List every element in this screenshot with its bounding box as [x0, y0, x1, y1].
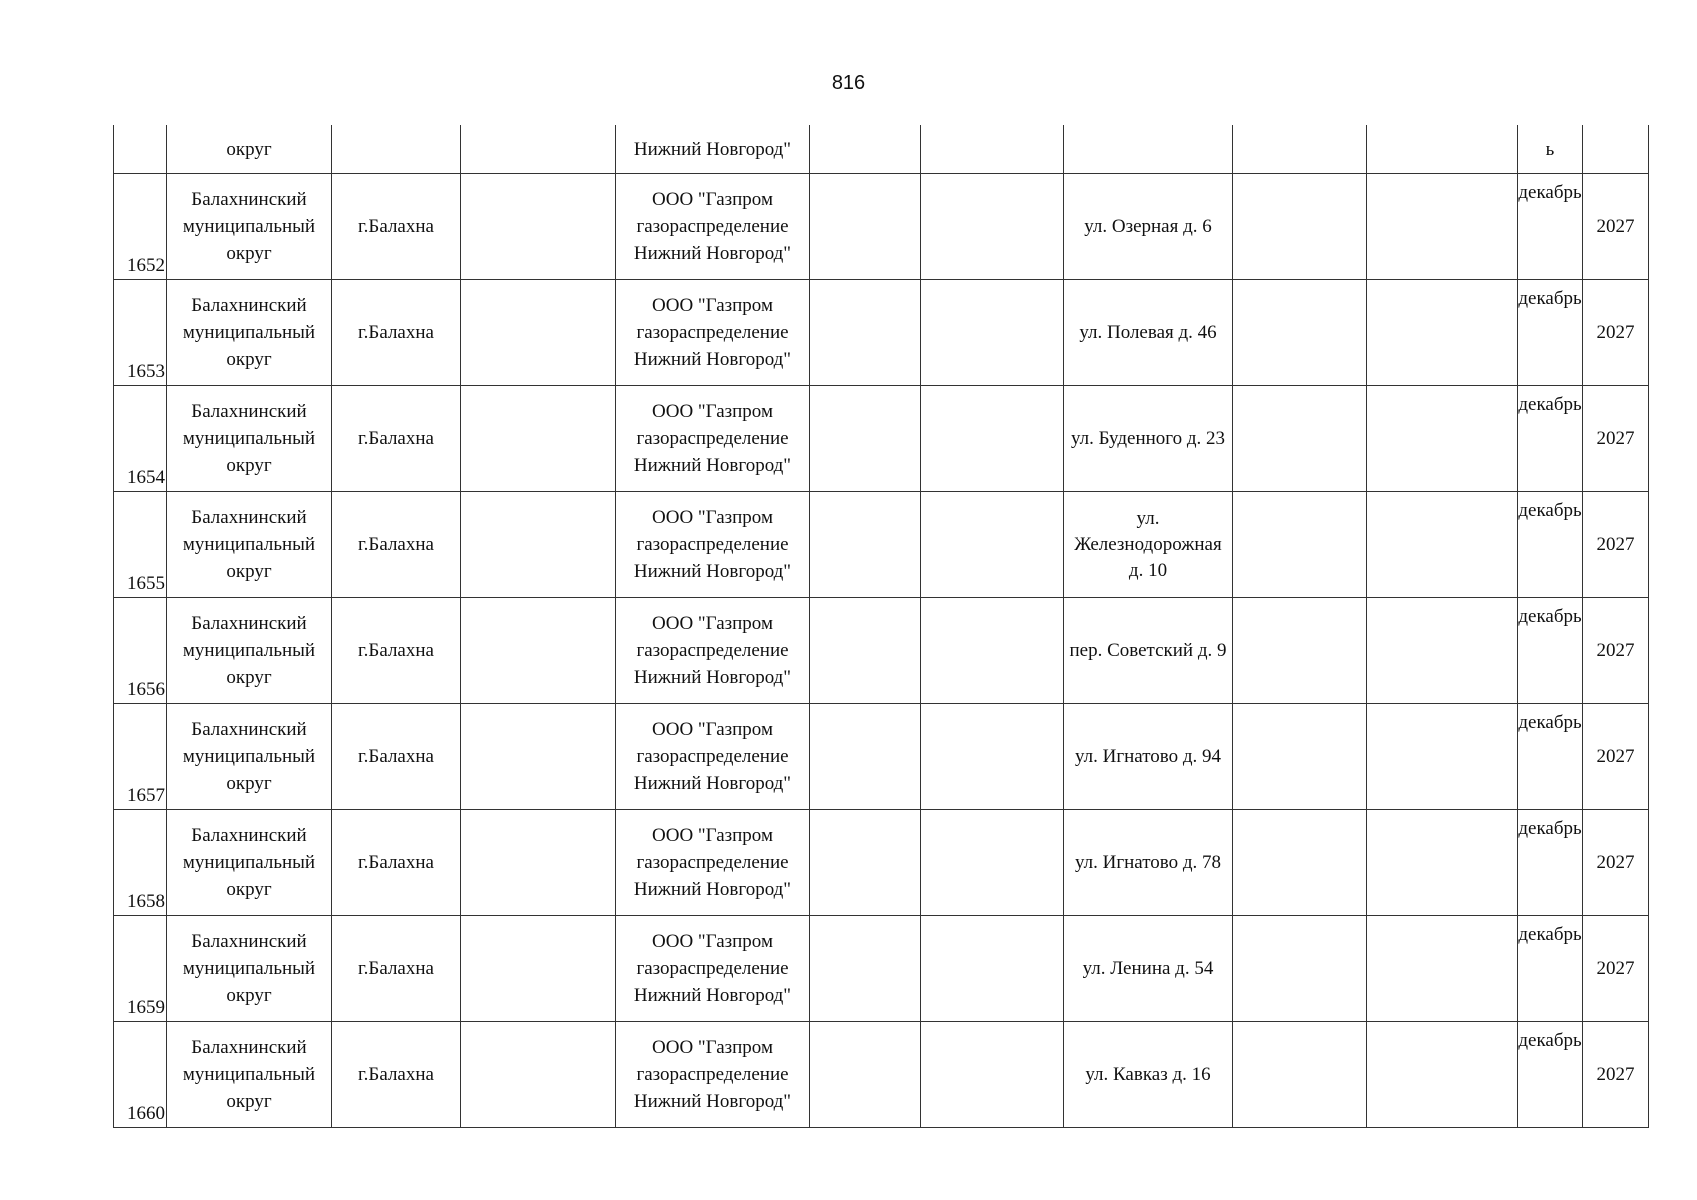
- cell-number: 1660: [114, 1022, 167, 1128]
- cell-empty: [1233, 125, 1367, 174]
- cell-organization: ООО "Газпром газораспределение Нижний Новгород": [616, 280, 810, 386]
- cell-year: 2027: [1583, 1022, 1649, 1128]
- cell-address: ул. Игнатово д. 94: [1064, 704, 1233, 810]
- cell-number: 1654: [114, 386, 167, 492]
- cell-empty: [1233, 810, 1367, 916]
- cell-district: округ: [167, 125, 332, 174]
- cell-empty: [461, 125, 616, 174]
- cell-empty: [461, 174, 616, 280]
- cell-address: [1064, 125, 1233, 174]
- cell-number: 1652: [114, 174, 167, 280]
- cell-empty: [810, 1022, 921, 1128]
- cell-empty: [461, 1022, 616, 1128]
- table-row: [114, 916, 1649, 1022]
- cell-empty: [810, 598, 921, 704]
- cell-empty: [1233, 386, 1367, 492]
- cell-empty: [921, 125, 1064, 174]
- cell-city: г.Балахна: [332, 810, 461, 916]
- cell-number: 1653: [114, 280, 167, 386]
- cell-city: г.Балахна: [332, 916, 461, 1022]
- cell-district: Балахнинский муниципальный округ: [167, 174, 332, 280]
- cell-month: декабрь: [1518, 598, 1583, 704]
- cell-empty: [810, 704, 921, 810]
- cell-district: Балахнинский муниципальный округ: [167, 704, 332, 810]
- cell-empty: [1367, 598, 1518, 704]
- cell-empty: [1367, 1022, 1518, 1128]
- cell-number: 1657: [114, 704, 167, 810]
- cell-month: декабрь: [1518, 916, 1583, 1022]
- cell-empty: [1367, 125, 1518, 174]
- cell-month: декабрь: [1518, 492, 1583, 598]
- cell-empty: [810, 174, 921, 280]
- cell-address: ул. Озерная д. 6: [1064, 174, 1233, 280]
- cell-year: 2027: [1583, 280, 1649, 386]
- cell-empty: [1233, 916, 1367, 1022]
- cell-empty: [1367, 704, 1518, 810]
- cell-empty: [921, 704, 1064, 810]
- cell-empty: [461, 916, 616, 1022]
- cell-empty: [461, 280, 616, 386]
- table-row: [114, 280, 1649, 386]
- cell-empty: [461, 598, 616, 704]
- cell-organization: Нижний Новгород": [616, 125, 810, 174]
- table-row: [114, 174, 1649, 280]
- cell-year: 2027: [1583, 174, 1649, 280]
- table-row: [114, 704, 1649, 810]
- cell-organization: ООО "Газпром газораспределение Нижний Новгород": [616, 174, 810, 280]
- cell-empty: [921, 174, 1064, 280]
- cell-number: 1658: [114, 810, 167, 916]
- cell-empty: [1233, 174, 1367, 280]
- cell-city: г.Балахна: [332, 1022, 461, 1128]
- cell-year: 2027: [1583, 704, 1649, 810]
- cell-address: ул. Игнатово д. 78: [1064, 810, 1233, 916]
- cell-month: декабрь: [1518, 810, 1583, 916]
- cell-organization: ООО "Газпром газораспределение Нижний Новгород": [616, 704, 810, 810]
- cell-year: 2027: [1583, 916, 1649, 1022]
- cell-empty: [1367, 810, 1518, 916]
- cell-city: г.Балахна: [332, 704, 461, 810]
- cell-address: ул. Ленина д. 54: [1064, 916, 1233, 1022]
- table-row: [114, 1022, 1649, 1128]
- table-row: [114, 598, 1649, 704]
- cell-empty: [921, 386, 1064, 492]
- cell-month: декабрь: [1518, 280, 1583, 386]
- cell-empty: [1233, 598, 1367, 704]
- cell-organization: ООО "Газпром газораспределение Нижний Новгород": [616, 492, 810, 598]
- cell-empty: [1233, 492, 1367, 598]
- cell-address: ул. Железнодорожная д. 10: [1064, 492, 1233, 598]
- cell-month: ь: [1518, 125, 1583, 174]
- cell-city: г.Балахна: [332, 280, 461, 386]
- cell-month: декабрь: [1518, 386, 1583, 492]
- cell-number: [114, 125, 167, 174]
- cell-empty: [1233, 1022, 1367, 1128]
- cell-city: г.Балахна: [332, 492, 461, 598]
- cell-address: ул. Кавказ д. 16: [1064, 1022, 1233, 1128]
- cell-district: Балахнинский муниципальный округ: [167, 916, 332, 1022]
- cell-month: декабрь: [1518, 1022, 1583, 1128]
- cell-empty: [810, 280, 921, 386]
- table-row: [114, 492, 1649, 598]
- cell-number: 1656: [114, 598, 167, 704]
- cell-empty: [921, 810, 1064, 916]
- cell-city: г.Балахна: [332, 598, 461, 704]
- table-row: [114, 386, 1649, 492]
- cell-year: 2027: [1583, 598, 1649, 704]
- cell-empty: [1367, 174, 1518, 280]
- cell-organization: ООО "Газпром газораспределение Нижний Новгород": [616, 810, 810, 916]
- cell-district: Балахнинский муниципальный округ: [167, 386, 332, 492]
- cell-empty: [921, 280, 1064, 386]
- cell-empty: [461, 810, 616, 916]
- page-number: 816: [831, 72, 866, 94]
- cell-address: ул. Полевая д. 46: [1064, 280, 1233, 386]
- cell-organization: ООО "Газпром газораспределение Нижний Новгород": [616, 386, 810, 492]
- cell-organization: ООО "Газпром газораспределение Нижний Новгород": [616, 916, 810, 1022]
- cell-district: Балахнинский муниципальный округ: [167, 1022, 332, 1128]
- cell-month: декабрь: [1518, 174, 1583, 280]
- cell-year: 2027: [1583, 386, 1649, 492]
- cell-empty: [461, 492, 616, 598]
- cell-district: Балахнинский муниципальный округ: [167, 598, 332, 704]
- cell-city: г.Балахна: [332, 174, 461, 280]
- cell-empty: [921, 598, 1064, 704]
- cell-month: декабрь: [1518, 704, 1583, 810]
- cell-organization: ООО "Газпром газораспределение Нижний Новгород": [616, 598, 810, 704]
- cell-address: пер. Советский д. 9: [1064, 598, 1233, 704]
- cell-empty: [921, 492, 1064, 598]
- cell-empty: [810, 386, 921, 492]
- cell-empty: [1233, 280, 1367, 386]
- cell-year: 2027: [1583, 492, 1649, 598]
- cell-empty: [461, 386, 616, 492]
- cell-district: Балахнинский муниципальный округ: [167, 810, 332, 916]
- cell-year: 2027: [1583, 810, 1649, 916]
- cell-empty: [810, 492, 921, 598]
- cell-district: Балахнинский муниципальный округ: [167, 492, 332, 598]
- table-row: [114, 810, 1649, 916]
- cell-empty: [461, 704, 616, 810]
- cell-district: Балахнинский муниципальный округ: [167, 280, 332, 386]
- cell-empty: [921, 916, 1064, 1022]
- cell-empty: [1233, 704, 1367, 810]
- cell-year: [1583, 125, 1649, 174]
- cell-address: ул. Буденного д. 23: [1064, 386, 1233, 492]
- table-body: [114, 125, 1649, 1128]
- cell-empty: [810, 810, 921, 916]
- cell-empty: [1367, 492, 1518, 598]
- cell-city: [332, 125, 461, 174]
- cell-city: г.Балахна: [332, 386, 461, 492]
- cell-number: 1659: [114, 916, 167, 1022]
- cell-empty: [1367, 386, 1518, 492]
- cell-empty: [810, 125, 921, 174]
- cell-empty: [810, 916, 921, 1022]
- cell-empty: [1367, 280, 1518, 386]
- cell-empty: [1367, 916, 1518, 1022]
- table-row-continued: [114, 125, 1649, 174]
- cell-empty: [921, 1022, 1064, 1128]
- register-table: [113, 125, 1649, 1128]
- cell-number: 1655: [114, 492, 167, 598]
- cell-organization: ООО "Газпром газораспределение Нижний Новгород": [616, 1022, 810, 1128]
